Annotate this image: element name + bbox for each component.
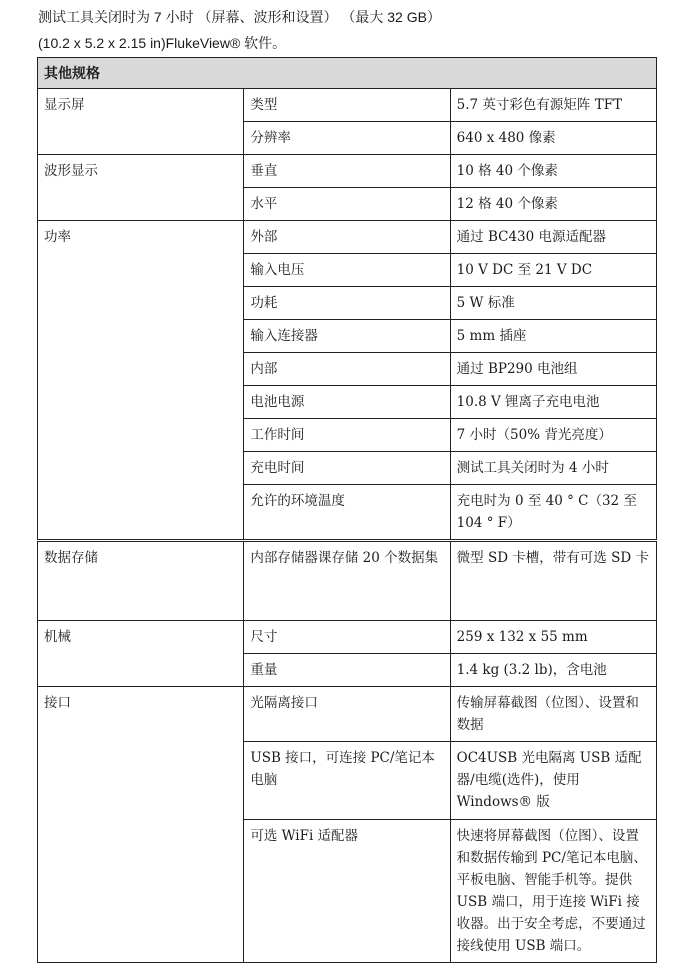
group-label-display: 显示屏	[38, 89, 244, 155]
intro-line-1: 测试工具关闭时为 7 小时 （屏幕、波形和设置） （最大 32 GB）	[38, 9, 441, 25]
table-row	[38, 155, 657, 188]
item-value: 快速将屏幕截图（位图）、设置和数据传输到 PC/笔记本电脑、平板电脑、智能手机等。提供 USB 端口，用于连接 WiFi 接收器。出于安全考虑，不要通过接线使用 USB 端口。	[450, 820, 656, 963]
item-label: 工作时间	[244, 419, 450, 452]
item-value: 5 W 标准	[450, 287, 656, 320]
item-value: 10 V DC 至 21 V DC	[450, 254, 656, 287]
table-header: 其他规格	[38, 58, 657, 89]
group-label-storage: 数据存储	[38, 541, 244, 621]
item-value: 259 x 132 x 55 mm	[450, 621, 656, 654]
item-label: USB 接口，可连接 PC/笔记本电脑	[244, 742, 450, 820]
item-label: 垂直	[244, 155, 450, 188]
item-value: 10.8 V 锂离子充电电池	[450, 386, 656, 419]
item-label: 水平	[244, 188, 450, 221]
table-row	[38, 687, 657, 742]
item-value: 5.7 英寸彩色有源矩阵 TFT	[450, 89, 656, 122]
item-label: 内部存储器课存储 20 个数据集	[244, 541, 450, 621]
item-value: 传输屏幕截图（位图）、设置和数据	[450, 687, 656, 742]
item-value: 测试工具关闭时为 4 小时	[450, 452, 656, 485]
item-label: 光隔离接口	[244, 687, 450, 742]
group-label-interface: 接口	[38, 687, 244, 963]
item-label: 充电时间	[244, 452, 450, 485]
item-label: 重量	[244, 654, 450, 687]
item-label: 分辨率	[244, 122, 450, 155]
item-label: 可选 WiFi 适配器	[244, 820, 450, 963]
group-label-waveform: 波形显示	[38, 155, 244, 221]
group-label-power: 功率	[38, 221, 244, 541]
specs-table	[37, 57, 657, 963]
item-label: 输入电压	[244, 254, 450, 287]
item-label: 内部	[244, 353, 450, 386]
table-row	[38, 89, 657, 122]
group-label-mechanical: 机械	[38, 621, 244, 687]
item-label: 类型	[244, 89, 450, 122]
item-value: 640 x 480 像素	[450, 122, 656, 155]
item-value: 充电时为 0 至 40 ° C（32 至 104 ° F）	[450, 485, 656, 541]
intro-line-2: (10.2 x 5.2 x 2.15 in)FlukeView® 软件。	[38, 35, 287, 51]
item-label: 功耗	[244, 287, 450, 320]
item-value: 1.4 kg (3.2 lb)，含电池	[450, 654, 656, 687]
item-value: 微型 SD 卡槽，带有可选 SD 卡	[450, 541, 656, 621]
item-label: 尺寸	[244, 621, 450, 654]
item-value: 12 格 40 个像素	[450, 188, 656, 221]
item-value: 7 小时（50% 背光亮度）	[450, 419, 656, 452]
item-label: 外部	[244, 221, 450, 254]
item-value: 10 格 40 个像素	[450, 155, 656, 188]
item-value: OC4USB 光电隔离 USB 适配器/电缆(选件)，使用 Windows® 版	[450, 742, 656, 820]
item-value: 5 mm 插座	[450, 320, 656, 353]
item-label: 输入连接器	[244, 320, 450, 353]
table-row	[38, 221, 657, 254]
table-header-row	[38, 58, 657, 89]
item-label: 电池电源	[244, 386, 450, 419]
table-row	[38, 621, 657, 654]
item-label: 允许的环境温度	[244, 485, 450, 541]
table-row	[38, 541, 657, 621]
item-value: 通过 BP290 电池组	[450, 353, 656, 386]
item-value: 通过 BC430 电源适配器	[450, 221, 656, 254]
